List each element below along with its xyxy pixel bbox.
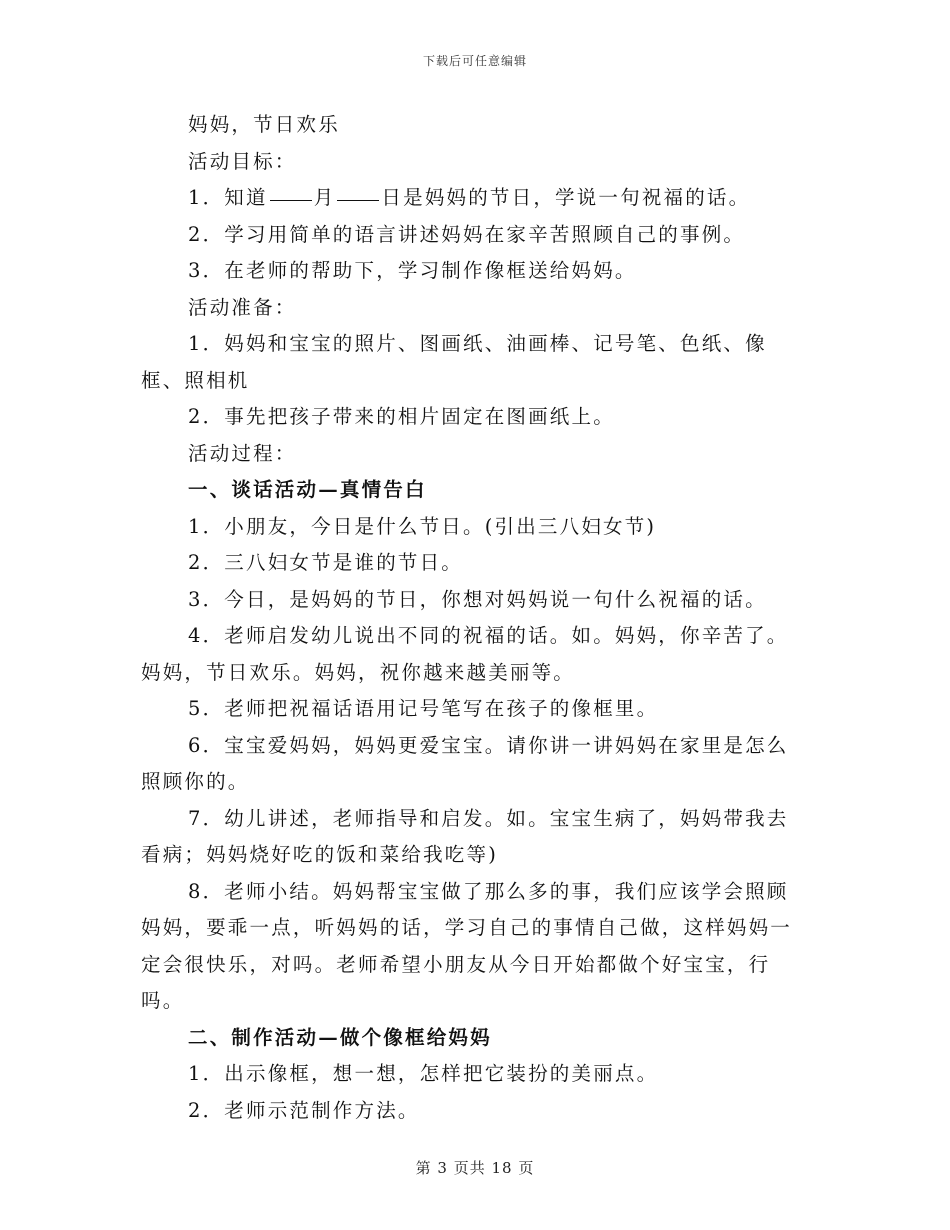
goal-1-part-b: 月 [313, 186, 336, 209]
s2-item-2: 2．老师示范制作方法。 [188, 1098, 420, 1122]
goal-item-1 [141, 180, 809, 217]
day-blank [337, 199, 379, 201]
goal-item-2: 2．学习用简单的语言讲述妈妈在家辛苦照顾自己的事例。 [188, 222, 746, 246]
goal-1-part-c: 日是妈妈的节日，学说一句祝福的话。 [381, 186, 751, 209]
s1-item-4: 4．老师启发幼儿说出不同的祝福的话。如。妈妈，你辛苦了。妈妈，节日欢乐。妈妈，祝你越来越美丽等。 [141, 624, 789, 684]
s1-item-6: 6．宝宝爱妈妈，妈妈更爱宝宝。请你讲一讲妈妈在家里是怎么照顾你的。 [141, 733, 789, 793]
prep-heading: 活动准备： [188, 295, 297, 319]
s1-item-1: 1．小朋友，今日是什么节日。(引出三八妇女节) [188, 514, 657, 538]
document-body [141, 107, 809, 1129]
prep-item-2: 2．事先把孩子带来的相片固定在图画纸上。 [188, 405, 615, 428]
s2-item-1: 1．出示像框，想一想，怎样把它装扮的美丽点。 [188, 1062, 659, 1085]
s1-item-8: 8．老师小结。妈妈帮宝宝做了那么多的事，我们应该学会照顾妈妈，要乖一点，听妈妈的话，学习自己的事情自己做，这样妈妈一定会很快乐，对吗。老师希望小朋友从今日开始都做个好宝宝，行吗。 [141, 879, 793, 1012]
s1-item-7: 7．幼儿讲述，老师指导和启发。如。宝宝生病了，妈妈带我去看病；妈妈烧好吃的饭和菜给我吃等) [141, 806, 789, 866]
s1-item-3: 3．今日，是妈妈的节日，你想对妈妈说一句什么祝福的话。 [188, 587, 767, 611]
s1-item-2: 2．三八妇女节是谁的节日。 [188, 551, 464, 574]
section-1-heading: 一、谈话活动—真情告白 [188, 478, 427, 501]
month-blank [270, 199, 312, 201]
doc-title: 妈妈，节日欢乐 [188, 113, 340, 136]
page-footer: 第 3 页共 18 页 [415, 1159, 535, 1177]
goal-heading: 活动目标： [188, 149, 297, 173]
goal-item-3: 3．在老师的帮助下，学习制作像框送给妈妈。 [188, 259, 637, 282]
prep-item-1: 1．妈妈和宝宝的照片、图画纸、油画棒、记号笔、色纸、像框、照相机 [141, 332, 767, 392]
section-2-heading: 二、制作活动—做个像框给妈妈 [188, 1025, 492, 1049]
s1-item-5: 5．老师把祝福话语用记号笔写在孩子的像框里。 [188, 697, 659, 720]
goal-1-part-a: 1．知道 [188, 186, 268, 209]
page-header: 下载后可任意编辑 [422, 54, 527, 68]
process-heading: 活动过程： [188, 441, 297, 465]
